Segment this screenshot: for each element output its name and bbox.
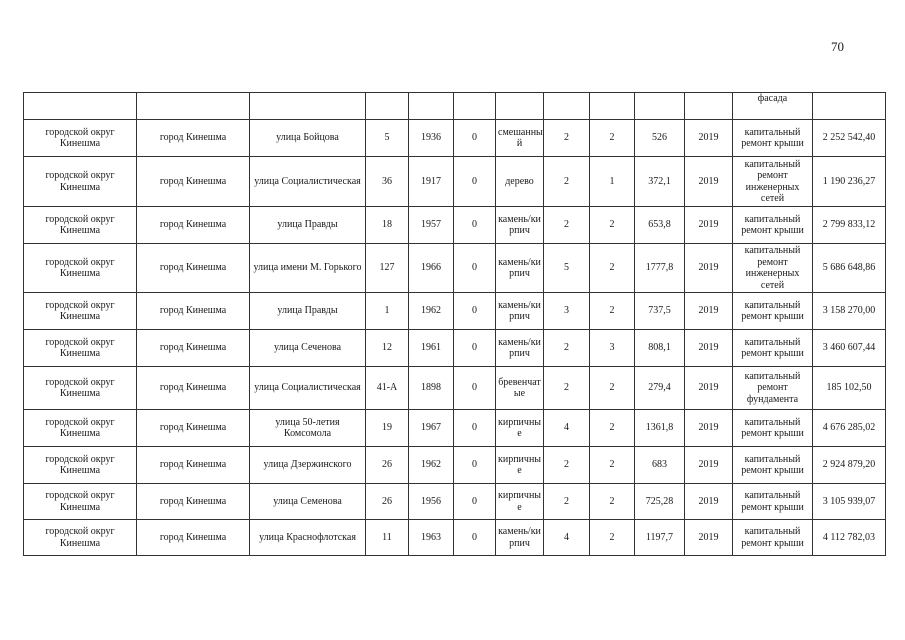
city-cell: город Кинешма bbox=[137, 367, 250, 410]
floors-cell: 2 bbox=[544, 447, 590, 484]
house-number-cell: 11 bbox=[366, 520, 409, 556]
entrances-cell: 1 bbox=[590, 157, 635, 207]
area-cell: 372,1 bbox=[635, 157, 685, 207]
year-built-cell: 1898 bbox=[409, 367, 454, 410]
page-number: 70 bbox=[831, 39, 844, 54]
district-cell: городской округ Кинешма bbox=[24, 330, 137, 367]
entrances-cell: 2 bbox=[590, 367, 635, 410]
wall-material-cell: дерево bbox=[496, 157, 544, 207]
street-cell: улица Сеченова bbox=[250, 330, 366, 367]
repair-year-cell: 2019 bbox=[685, 410, 733, 447]
city-cell: город Кинешма bbox=[137, 330, 250, 367]
repair-year-cell: 2019 bbox=[685, 157, 733, 207]
wall-material-cell: смешанны й bbox=[496, 120, 544, 157]
house-number-cell: 36 bbox=[366, 157, 409, 207]
work-type-cell: капитальный ремонт фундамента bbox=[733, 367, 813, 410]
wall-material-cell: камень/ки рпич bbox=[496, 207, 544, 244]
year-built-cell: 1962 bbox=[409, 447, 454, 484]
street-cell: улица Социалистическая bbox=[250, 367, 366, 410]
year-built-cell: 1957 bbox=[409, 207, 454, 244]
wall-material-cell: камень/ки рпич bbox=[496, 244, 544, 293]
repair-year-cell: 2019 bbox=[685, 207, 733, 244]
cost-cell: 2 252 542,40 bbox=[813, 120, 886, 157]
city-cell: город Кинешма bbox=[137, 447, 250, 484]
street-cell: улица имени М. Горького bbox=[250, 244, 366, 293]
table-row bbox=[24, 207, 886, 244]
entrances-cell: 2 bbox=[590, 207, 635, 244]
floors-cell: 2 bbox=[544, 120, 590, 157]
floors-cell: 2 bbox=[544, 367, 590, 410]
column-6-cell: 0 bbox=[454, 447, 496, 484]
district-cell: городской округ Кинешма bbox=[24, 207, 137, 244]
column-6-cell: 0 bbox=[454, 484, 496, 520]
district-cell: городской округ Кинешма bbox=[24, 410, 137, 447]
table-row bbox=[24, 120, 886, 157]
district-cell: городской округ Кинешма bbox=[24, 367, 137, 410]
table-row bbox=[24, 447, 886, 484]
city-cell: город Кинешма bbox=[137, 293, 250, 330]
city-cell: город Кинешма bbox=[137, 520, 250, 556]
district-cell: городской округ Кинешма bbox=[24, 484, 137, 520]
wall-material-cell: камень/ки рпич bbox=[496, 330, 544, 367]
district-cell: городской округ Кинешма bbox=[24, 447, 137, 484]
city-cell: город Кинешма bbox=[137, 484, 250, 520]
table-row bbox=[24, 330, 886, 367]
cost-cell: 3 158 270,00 bbox=[813, 293, 886, 330]
table-row bbox=[24, 157, 886, 207]
area-cell: 683 bbox=[635, 447, 685, 484]
work-type-cell: капитальный ремонт инженерных сетей bbox=[733, 244, 813, 293]
entrances-cell: 2 bbox=[590, 447, 635, 484]
work-type-cell: фасада bbox=[733, 93, 813, 120]
wall-material-cell: камень/ки рпич bbox=[496, 520, 544, 556]
floors-cell: 3 bbox=[544, 293, 590, 330]
repair-year-cell: 2019 bbox=[685, 244, 733, 293]
area-cell: 526 bbox=[635, 120, 685, 157]
house-number-cell: 1 bbox=[366, 293, 409, 330]
work-type-cell: капитальный ремонт инженерных сетей bbox=[733, 157, 813, 207]
work-type-cell: капитальный ремонт крыши bbox=[733, 447, 813, 484]
entrances-cell: 2 bbox=[590, 520, 635, 556]
street-cell: улица Дзержинского bbox=[250, 447, 366, 484]
table-row bbox=[24, 484, 886, 520]
area-cell: 737,5 bbox=[635, 293, 685, 330]
area-cell: 1361,8 bbox=[635, 410, 685, 447]
area-cell: 653,8 bbox=[635, 207, 685, 244]
year-built-cell: 1956 bbox=[409, 484, 454, 520]
house-number-cell: 127 bbox=[366, 244, 409, 293]
city-cell: город Кинешма bbox=[137, 410, 250, 447]
year-built-cell: 1936 bbox=[409, 120, 454, 157]
column-6-cell: 0 bbox=[454, 157, 496, 207]
street-cell: улица Правды bbox=[250, 207, 366, 244]
table-row bbox=[24, 244, 886, 293]
cost-cell: 3 460 607,44 bbox=[813, 330, 886, 367]
repair-year-cell: 2019 bbox=[685, 367, 733, 410]
cost-cell: 5 686 648,86 bbox=[813, 244, 886, 293]
floors-cell: 4 bbox=[544, 520, 590, 556]
wall-material-cell: кирпичны е bbox=[496, 410, 544, 447]
city-cell: город Кинешма bbox=[137, 207, 250, 244]
repair-year-cell: 2019 bbox=[685, 484, 733, 520]
floors-cell: 5 bbox=[544, 244, 590, 293]
column-6-cell: 0 bbox=[454, 367, 496, 410]
year-built-cell: 1962 bbox=[409, 293, 454, 330]
year-built-cell: 1961 bbox=[409, 330, 454, 367]
wall-material-cell: камень/ки рпич bbox=[496, 293, 544, 330]
entrances-cell: 2 bbox=[590, 484, 635, 520]
street-cell: улица Краснофлотская bbox=[250, 520, 366, 556]
cost-cell: 4 676 285,02 bbox=[813, 410, 886, 447]
cost-cell: 4 112 782,03 bbox=[813, 520, 886, 556]
cost-cell: 2 924 879,20 bbox=[813, 447, 886, 484]
house-number-cell: 26 bbox=[366, 484, 409, 520]
year-built-cell: 1963 bbox=[409, 520, 454, 556]
entrances-cell: 2 bbox=[590, 293, 635, 330]
city-cell: город Кинешма bbox=[137, 244, 250, 293]
wall-material-cell: кирпичны е bbox=[496, 447, 544, 484]
housing-repair-table bbox=[23, 92, 886, 556]
district-cell: городской округ Кинешма bbox=[24, 520, 137, 556]
cost-cell: 185 102,50 bbox=[813, 367, 886, 410]
repair-year-cell: 2019 bbox=[685, 520, 733, 556]
table-row bbox=[24, 410, 886, 447]
table-row bbox=[24, 367, 886, 410]
cost-cell: 2 799 833,12 bbox=[813, 207, 886, 244]
floors-cell: 2 bbox=[544, 484, 590, 520]
column-6-cell: 0 bbox=[454, 244, 496, 293]
house-number-cell: 26 bbox=[366, 447, 409, 484]
work-type-cell: капитальный ремонт крыши bbox=[733, 410, 813, 447]
work-type-cell: капитальный ремонт крыши bbox=[733, 120, 813, 157]
repair-year-cell: 2019 bbox=[685, 447, 733, 484]
table-row bbox=[24, 293, 886, 330]
district-cell: городской округ Кинешма bbox=[24, 120, 137, 157]
floors-cell: 2 bbox=[544, 330, 590, 367]
year-built-cell: 1966 bbox=[409, 244, 454, 293]
district-cell: городской округ Кинешма bbox=[24, 293, 137, 330]
table-row-continuation bbox=[24, 93, 886, 120]
work-type-cell: капитальный ремонт крыши bbox=[733, 520, 813, 556]
city-cell: город Кинешма bbox=[137, 120, 250, 157]
wall-material-cell: бревенчат ые bbox=[496, 367, 544, 410]
area-cell: 808,1 bbox=[635, 330, 685, 367]
area-cell: 725,28 bbox=[635, 484, 685, 520]
floors-cell: 4 bbox=[544, 410, 590, 447]
house-number-cell: 19 bbox=[366, 410, 409, 447]
floors-cell: 2 bbox=[544, 207, 590, 244]
work-type-cell: капитальный ремонт крыши bbox=[733, 484, 813, 520]
street-cell: улица Бойцова bbox=[250, 120, 366, 157]
entrances-cell: 2 bbox=[590, 410, 635, 447]
area-cell: 1197,7 bbox=[635, 520, 685, 556]
column-6-cell: 0 bbox=[454, 293, 496, 330]
house-number-cell: 5 bbox=[366, 120, 409, 157]
area-cell: 1777,8 bbox=[635, 244, 685, 293]
column-6-cell: 0 bbox=[454, 520, 496, 556]
house-number-cell: 41-А bbox=[366, 367, 409, 410]
year-built-cell: 1917 bbox=[409, 157, 454, 207]
street-cell: улица 50-летия Комсомола bbox=[250, 410, 366, 447]
cost-cell: 1 190 236,27 bbox=[813, 157, 886, 207]
column-6-cell: 0 bbox=[454, 330, 496, 367]
work-type-cell: капитальный ремонт крыши bbox=[733, 207, 813, 244]
repair-year-cell: 2019 bbox=[685, 330, 733, 367]
repair-year-cell: 2019 bbox=[685, 293, 733, 330]
year-built-cell: 1967 bbox=[409, 410, 454, 447]
house-number-cell: 18 bbox=[366, 207, 409, 244]
street-cell: улица Семенова bbox=[250, 484, 366, 520]
repair-year-cell: 2019 bbox=[685, 120, 733, 157]
column-6-cell: 0 bbox=[454, 207, 496, 244]
floors-cell: 2 bbox=[544, 157, 590, 207]
street-cell: улица Правды bbox=[250, 293, 366, 330]
district-cell: городской округ Кинешма bbox=[24, 244, 137, 293]
column-6-cell: 0 bbox=[454, 120, 496, 157]
work-type-cell: капитальный ремонт крыши bbox=[733, 293, 813, 330]
work-type-cell: капитальный ремонт крыши bbox=[733, 330, 813, 367]
area-cell: 279,4 bbox=[635, 367, 685, 410]
table-row bbox=[24, 520, 886, 556]
wall-material-cell: кирпичны е bbox=[496, 484, 544, 520]
entrances-cell: 2 bbox=[590, 244, 635, 293]
cost-cell: 3 105 939,07 bbox=[813, 484, 886, 520]
entrances-cell: 2 bbox=[590, 120, 635, 157]
house-number-cell: 12 bbox=[366, 330, 409, 367]
district-cell: городской округ Кинешма bbox=[24, 157, 137, 207]
street-cell: улица Социалистическая bbox=[250, 157, 366, 207]
entrances-cell: 3 bbox=[590, 330, 635, 367]
city-cell: город Кинешма bbox=[137, 157, 250, 207]
column-6-cell: 0 bbox=[454, 410, 496, 447]
